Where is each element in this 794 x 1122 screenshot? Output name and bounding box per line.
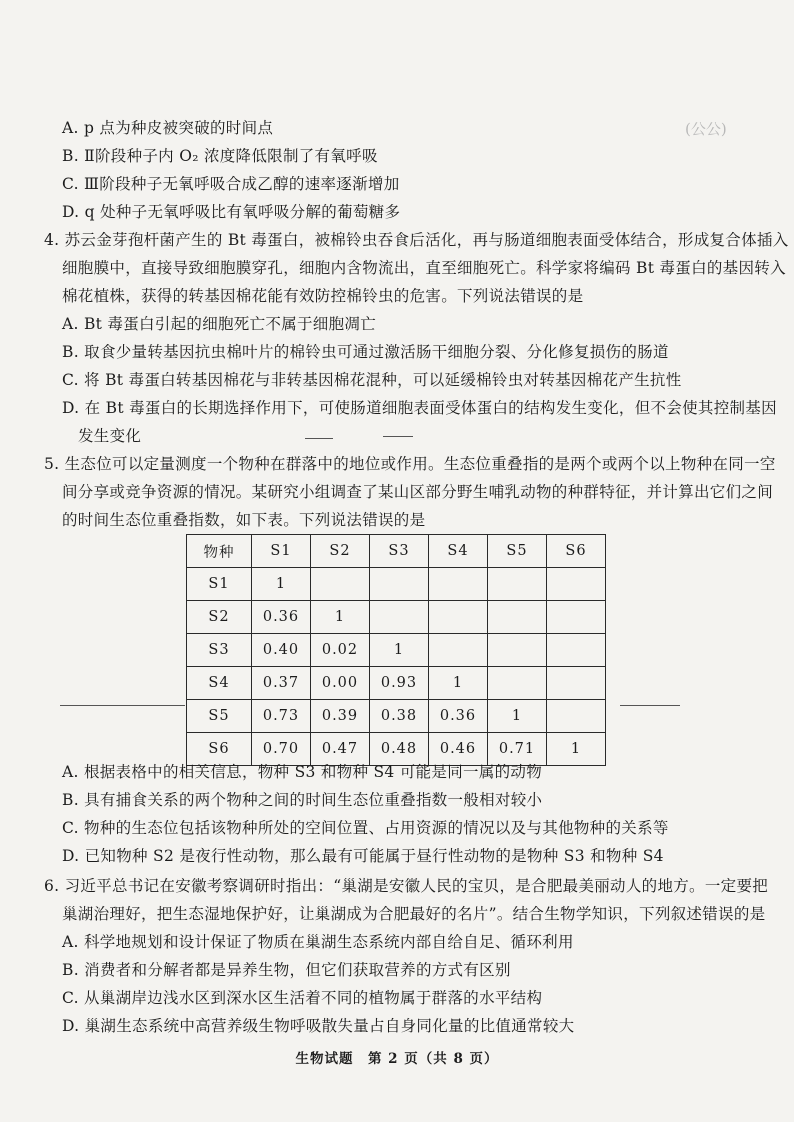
- table-header-cell: 物种: [187, 535, 252, 568]
- table-cell: [547, 568, 606, 601]
- table-cell: [429, 568, 488, 601]
- table-header-cell: S1: [252, 535, 311, 568]
- table-cell: 0.40: [252, 634, 311, 667]
- q6-option-c: C. 从巢湖岸边浅水区到深水区生活着不同的植物属于群落的水平结构: [62, 989, 543, 1007]
- table-cell: 0.71: [488, 733, 547, 766]
- table-cell: 1: [370, 634, 429, 667]
- table-header-cell: S6: [547, 535, 606, 568]
- q5-option-a: A. 根据表格中的相关信息，物种 S3 和物种 S4 可能是同一属的动物: [62, 763, 543, 781]
- q3-option-c: C. Ⅲ阶段种子无氧呼吸合成乙醇的速率逐渐增加: [62, 175, 400, 193]
- scan-stroke: [305, 438, 333, 439]
- table-cell: 0.73: [252, 700, 311, 733]
- table-cell: [547, 601, 606, 634]
- table-cell: [429, 601, 488, 634]
- table-cell: [370, 568, 429, 601]
- table-cell: [547, 667, 606, 700]
- table-cell: [547, 634, 606, 667]
- q5-option-d: D. 已知物种 S2 是夜行性动物，那么最有可能属于昼行性动物的是物种 S3 和物种 S4: [62, 847, 664, 865]
- q5-option-c: C. 物种的生态位包括该物种所处的空间位置、占用资源的情况以及与其他物种的关系等: [62, 819, 669, 837]
- table-cell: S2: [187, 601, 252, 634]
- table-cell: S6: [187, 733, 252, 766]
- niche-overlap-table: [186, 534, 606, 766]
- q4-option-b: B. 取食少量转基因抗虫棉叶片的棉铃虫可通过激活肠干细胞分裂、分化修复损伤的肠道: [62, 343, 669, 361]
- q5-stem-line-3: 的时间生态位重叠指数，如下表。下列说法错误的是: [62, 511, 426, 529]
- table-cell: S5: [187, 700, 252, 733]
- q6-option-b: B. 消费者和分解者都是异养生物，但它们获取营养的方式有区别: [62, 961, 511, 979]
- scan-stroke: [383, 436, 413, 437]
- table-cell: S3: [187, 634, 252, 667]
- table-cell: 0.48: [370, 733, 429, 766]
- table-header-cell: S5: [488, 535, 547, 568]
- table-cell: 0.36: [429, 700, 488, 733]
- q3-option-a: A. p 点为种皮被突破的时间点: [62, 119, 274, 137]
- table-cell: 0.02: [311, 634, 370, 667]
- table-row: [187, 700, 606, 733]
- table-cell: [488, 634, 547, 667]
- q4-stem-line-2: 细胞膜中，直接导致细胞膜穿孔，细胞内含物流出，直至细胞死亡。科学家将编码 Bt 毒蛋白的基因转入: [62, 259, 786, 277]
- table-header-cell: S3: [370, 535, 429, 568]
- table-cell: S4: [187, 667, 252, 700]
- q6-option-d: D. 巢湖生态系统中高营养级生物呼吸散失量占自身同化量的比值通常较大: [62, 1017, 575, 1035]
- table-cell: [547, 700, 606, 733]
- table-header-cell: S4: [429, 535, 488, 568]
- table-cell: 0.47: [311, 733, 370, 766]
- page-footer: 生物试题 第 2 页（共 8 页）: [295, 1051, 499, 1067]
- table-cell: 0.70: [252, 733, 311, 766]
- scan-stroke: [60, 705, 185, 706]
- q5-stem-line-2: 间分享或竞争资源的情况。某研究小组调查了某山区部分野生哺乳动物的种群特征，并计算出它们之间: [62, 483, 774, 501]
- table-cell: [488, 568, 547, 601]
- q4-stem-line-1: 4. 苏云金芽孢杆菌产生的 Bt 毒蛋白，被棉铃虫吞食后活化，再与肠道细胞表面受体结合，形成复合体插入: [44, 231, 789, 249]
- table-header-row: [187, 535, 606, 568]
- table-cell: [429, 634, 488, 667]
- q6-option-a: A. 科学地规划和设计保证了物质在巢湖生态系统内部自给自足、循环利用: [62, 933, 574, 951]
- q4-option-a: A. Bt 毒蛋白引起的细胞死亡不属于细胞凋亡: [62, 315, 376, 333]
- q5-option-b: B. 具有捕食关系的两个物种之间的时间生态位重叠指数一般相对较小: [62, 791, 543, 809]
- table-cell: [370, 601, 429, 634]
- table-cell: [488, 667, 547, 700]
- q4-option-c: C. 将 Bt 毒蛋白转基因棉花与非转基因棉花混种，可以延缓棉铃虫对转基因棉花产生抗性: [62, 371, 682, 389]
- scan-stroke: [620, 705, 680, 706]
- table-cell: [488, 601, 547, 634]
- table-row: [187, 568, 606, 601]
- table-header-cell: S2: [311, 535, 370, 568]
- table-cell: [311, 568, 370, 601]
- table-cell: 1: [488, 700, 547, 733]
- table-row: [187, 733, 606, 766]
- q6-stem-line-2: 巢湖治理好，把生态湿地保护好，让巢湖成为合肥最好的名片”。结合生物学知识，下列叙述错误的是: [62, 905, 766, 923]
- q4-option-d: D. 在 Bt 毒蛋白的长期选择作用下，可使肠道细胞表面受体蛋白的结构发生变化，但不会使其控制基因: [62, 399, 777, 417]
- table-cell: 0.46: [429, 733, 488, 766]
- table-cell: 0.36: [252, 601, 311, 634]
- table-cell: 0.93: [370, 667, 429, 700]
- table-cell: 0.00: [311, 667, 370, 700]
- table-row: [187, 634, 606, 667]
- q4-option-d-continued: 发生变化: [78, 427, 142, 445]
- table-cell: 1: [429, 667, 488, 700]
- table-row: [187, 667, 606, 700]
- q3-option-d: D. q 处种子无氧呼吸比有氧呼吸分解的葡萄糖多: [62, 203, 401, 221]
- table-cell: S1: [187, 568, 252, 601]
- table-cell: 0.38: [370, 700, 429, 733]
- q5-stem-line-1: 5. 生态位可以定量测度一个物种在群落中的地位或作用。生态位重叠指的是两个或两个以上物种在同一空: [44, 455, 776, 473]
- table-cell: 0.37: [252, 667, 311, 700]
- table-row: [187, 601, 606, 634]
- bleed-through-mark: (公公): [685, 120, 727, 138]
- q6-stem-line-1: 6. 习近平总书记在安徽考察调研时指出：“巢湖是安徽人民的宝贝，是合肥最美丽动人的地方。一定要把: [44, 877, 769, 895]
- table-cell: 0.39: [311, 700, 370, 733]
- table-cell: 1: [547, 733, 606, 766]
- q3-option-b: B. Ⅱ阶段种子内 O₂ 浓度降低限制了有氧呼吸: [62, 147, 378, 165]
- table-cell: 1: [311, 601, 370, 634]
- table-cell: 1: [252, 568, 311, 601]
- q4-stem-line-3: 棉花植株，获得的转基因棉花能有效防控棉铃虫的危害。下列说法错误的是: [62, 287, 584, 305]
